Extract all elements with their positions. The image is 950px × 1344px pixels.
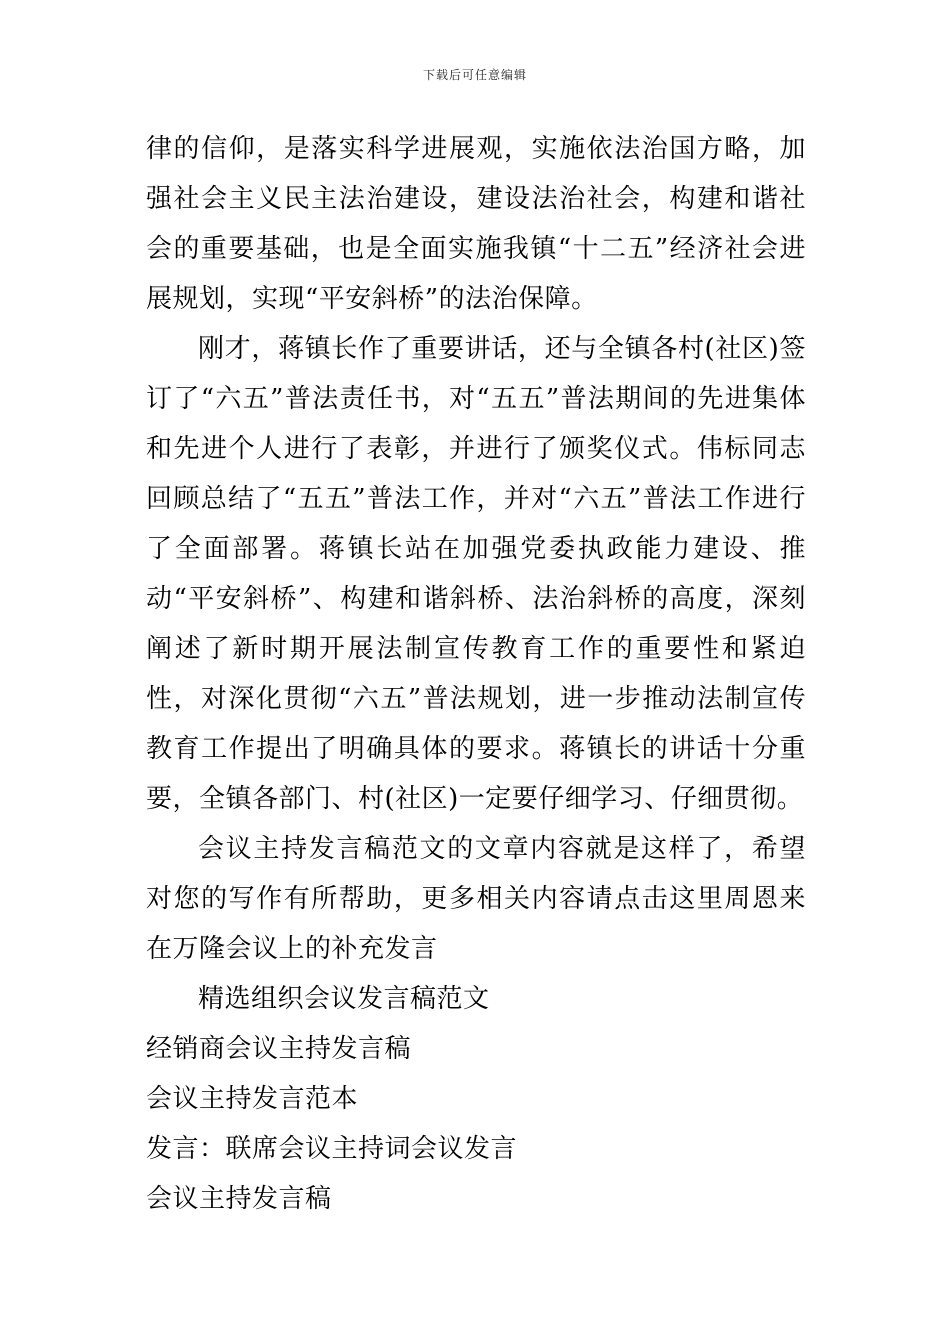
page-header: 下载后可任意编辑 bbox=[422, 68, 527, 82]
paragraph-meeting-summary: 刚才，蒋镇长作了重要讲话，还与全镇各村(社区)签订了“六五”普法责任书，对“五五”普法期间的先进集体和先进个人进行了表彰，并进行了颁奖仪式。伟标同志回顾总结了“五五”普法工作，并对“六五”普法工作进行了全面部署。蒋镇长站在加强党委执政能力建设、推动“平安斜桥”、构建和谐斜桥、法治斜桥的高度，深刻阐述了新时期开展法制宣传教育工作的重要性和紧迫性，对深化贯彻“六五”普法规划，进一步推动法制宣传教育工作提出了明确具体的要求。蒋镇长的讲话十分重要，全镇各部门、村(社区)一定要仔细学习、仔细贯彻。 bbox=[146, 334, 806, 814]
related-link-1[interactable]: 精选组织会议发言稿范文 bbox=[198, 984, 490, 1014]
related-link-2[interactable]: 经销商会议主持发言稿 bbox=[146, 1034, 412, 1064]
paragraph-continuation: 律的信仰，是落实科学进展观，实施依法治国方略，加强社会主义民主法治建设，建设法治社会，构建和谐社会的重要基础，也是全面实施我镇“十二五”经济社会进展规划，实现“平安斜桥”的法治保障。 bbox=[146, 134, 806, 314]
related-link-4[interactable]: 发言：联席会议主持词会议发言 bbox=[146, 1134, 518, 1164]
paragraph-closing: 会议主持发言稿范文的文章内容就是这样了，希望对您的写作有所帮助，更多相关内容请点击这里周恩来在万隆会议上的补充发言 bbox=[146, 834, 806, 964]
document-body bbox=[146, 124, 806, 1224]
related-link-5[interactable]: 会议主持发言稿 bbox=[146, 1184, 332, 1214]
related-link-3[interactable]: 会议主持发言范本 bbox=[146, 1084, 359, 1114]
